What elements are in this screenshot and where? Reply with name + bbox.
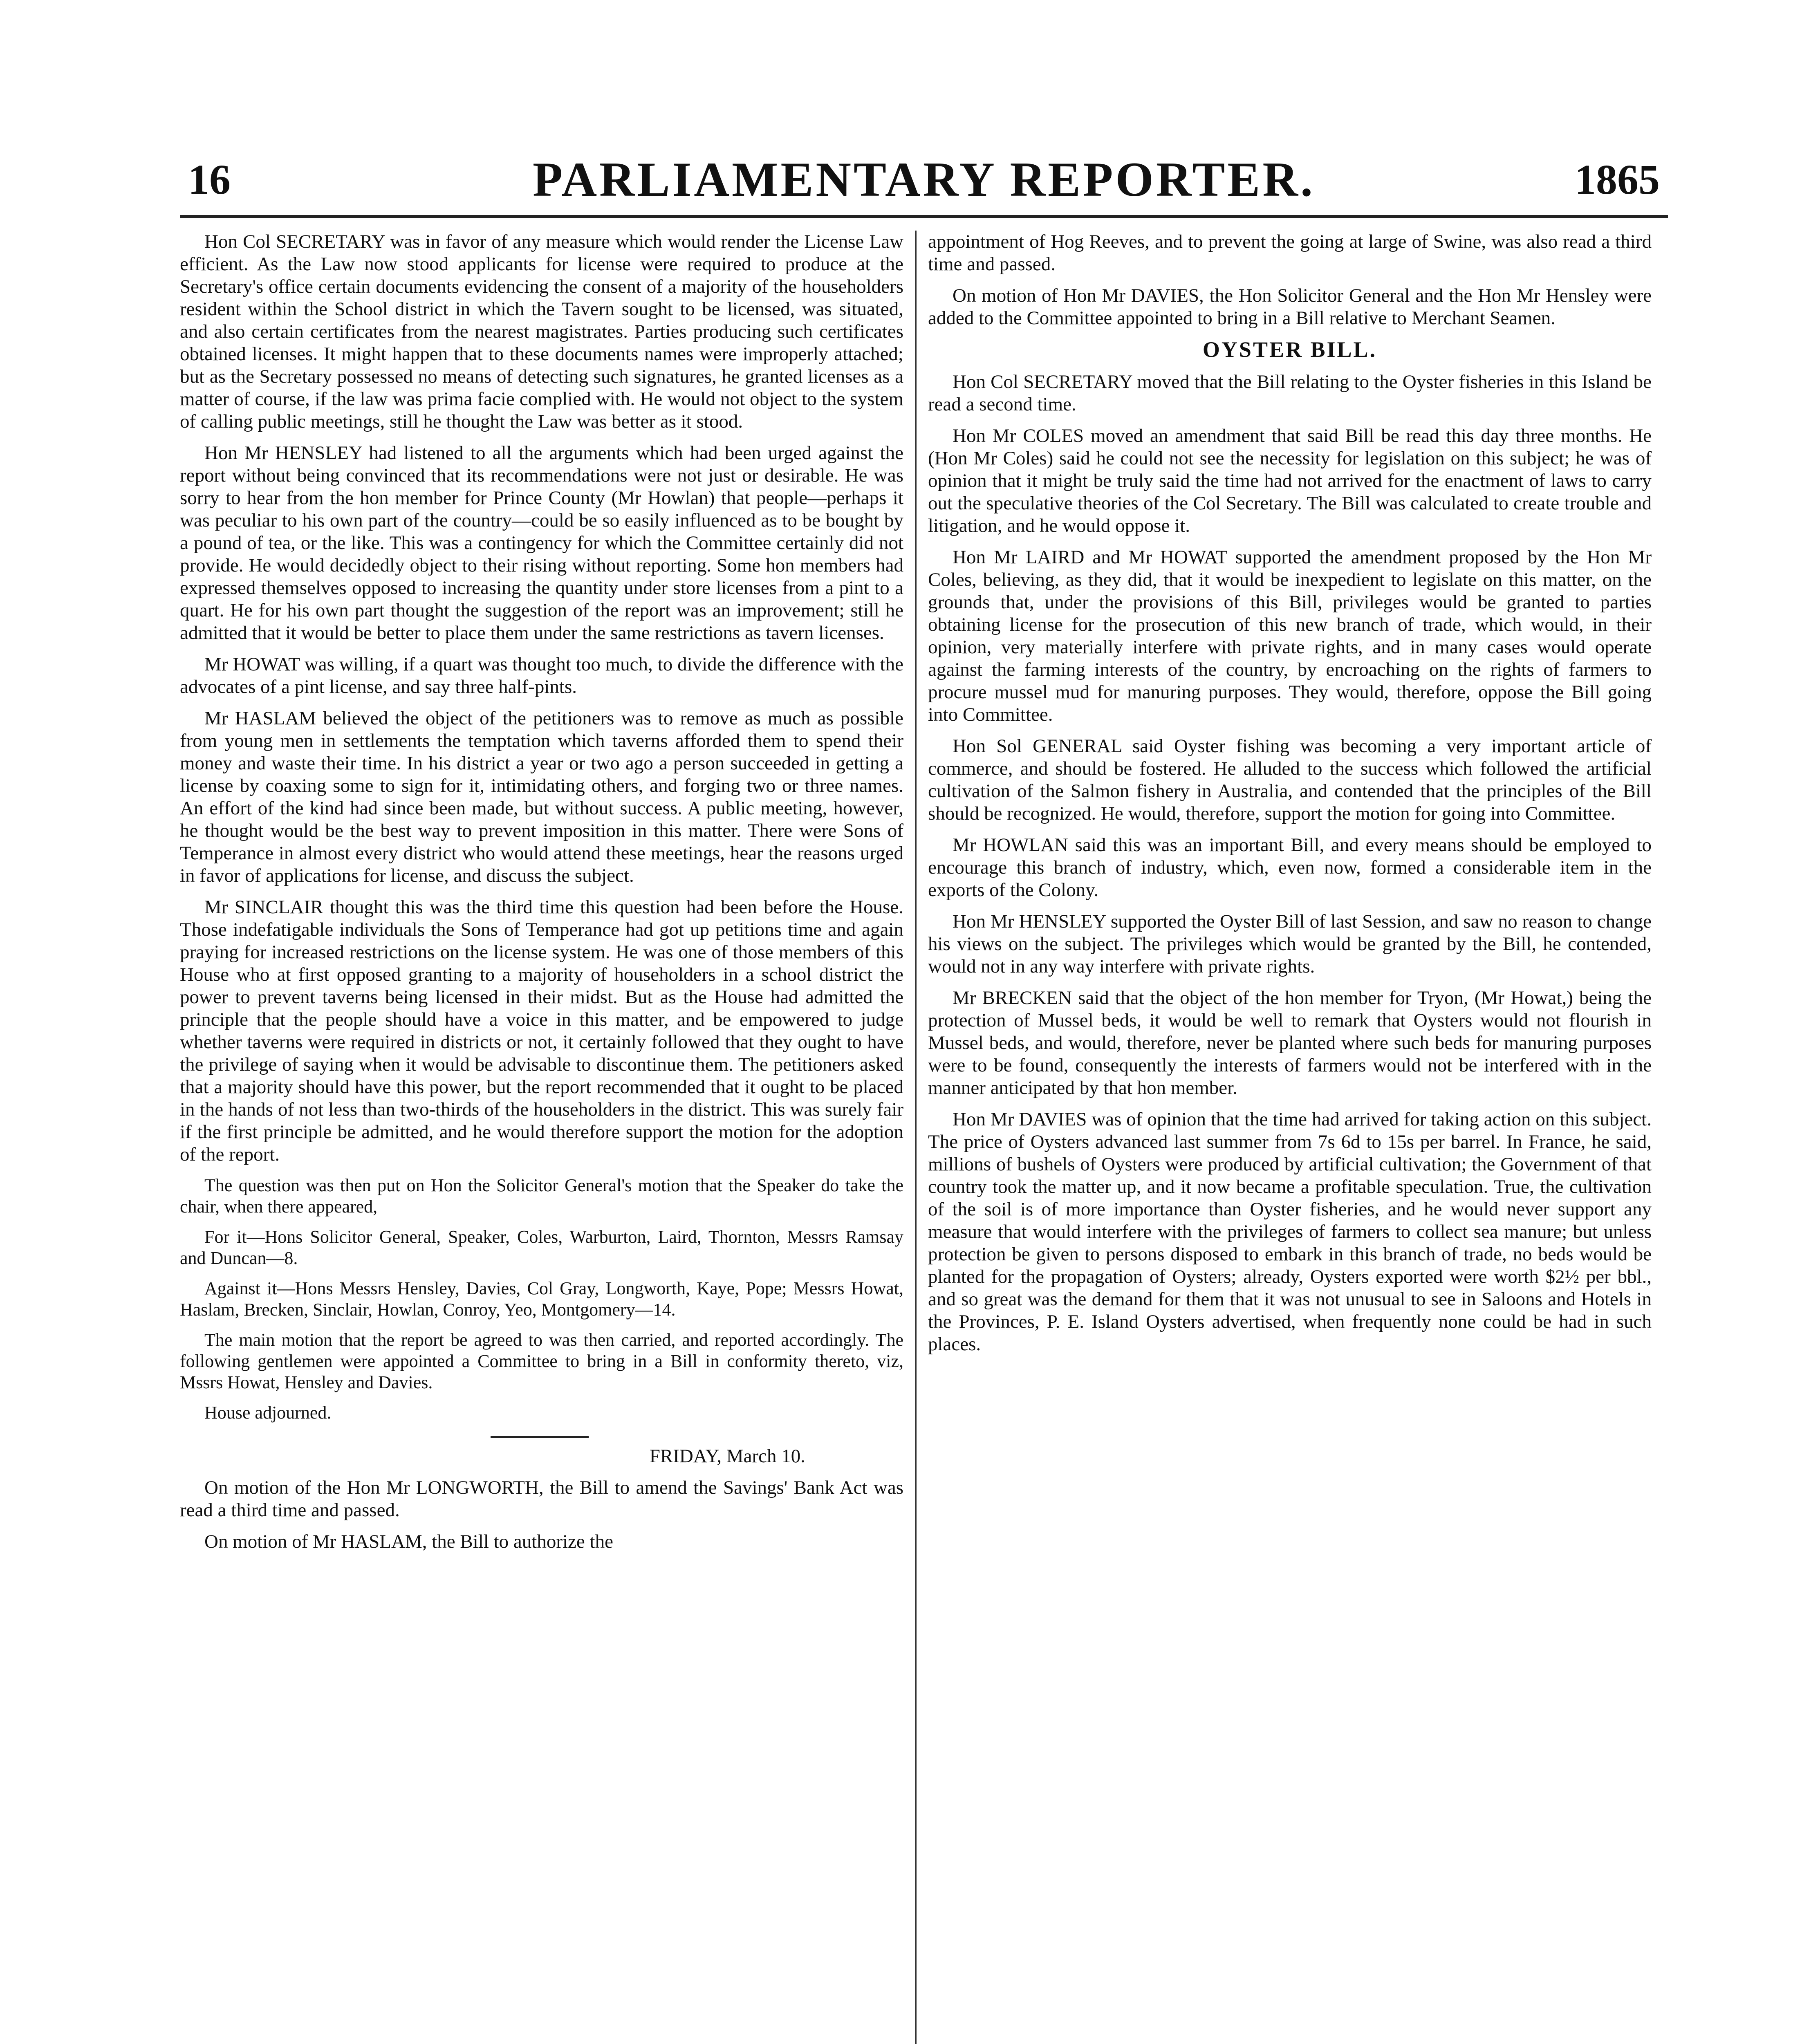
paragraph-main-motion: The main motion that the report be agreed to was then carried, and reported accordingly. The following gentlemen were appointed a Committee to bring in a Bill in conformity thereto, viz, Mssrs Howat, Hensley and Davies. — [180, 1330, 903, 1392]
date-line: FRIDAY, March 10. — [649, 1446, 805, 1467]
paragraph-sinclair: Mr SINCLAIR thought this was the third time this question had been before the House. Those indefatigable individuals the Sons of Temperance had got up petitions time and again praying for increased restrictions on the license system. He was one of those members of this House who at first opposed granting to a majority of householders in a school district the power to prevent taverns being licensed in their midst. But as the House had admitted the principle that the people should have a voice in this matter, and be empowered to judge whether taverns were required in districts or not, it certainly followed that they ought to have the privilege of saying when it would be advisable to discontinue them. The petitioners asked that a majority should have this power, but the report recommended that it ought to be placed in the hands of not less than two-thirds of the householders in the district. This was surely fair if the first principle be admitted, and he would therefore support the motion for the adoption of the report. — [180, 896, 903, 1165]
paragraph-laird-howat: Hon Mr LAIRD and Mr HOWAT supported the amendment proposed by the Hon Mr Coles, believing, as they did, that it would be inexpedient to legislate on this matter, on the grounds that, under the provisions of this Bill, privileges would be granted to parties obtaining license for the prosecution of this new branch of trade, which would, in their opinion, very materially interfere with private rights, and in many cases would operate against the farming interests of the country, by encroaching on the rights of farmers to procure mussel mud for manuring purposes. They would, therefore, oppose the Bill going into Committee. — [928, 547, 1652, 725]
paragraph-hog-reeves: appointment of Hog Reeves, and to prevent the going at large of Swine, was also read a third time and passed. — [928, 231, 1652, 275]
paragraph-col-secretary-moved: Hon Col SECRETARY moved that the Bill relating to the Oyster fisheries in this Island be read a second time. — [928, 371, 1652, 415]
paragraph-howlan: Mr HOWLAN said this was an important Bill, and every means should be employed to encourage this branch of industry, which, even now, formed a considerable item in the exports of the Colony. — [928, 834, 1652, 901]
paragraph-col-secretary: Hon Col SECRETARY was in favor of any measure which would render the License Law efficient. As the Law now stood applicants for license were required to produce at the Secretary's office certain documents evidencing the consent of a majority of the householders resident within the School district in which the Tavern sought to be licensed, was situated, and also certain certificates from the nearest magistrates. Parties producing such certificates obtained licenses. It might happen that to these documents names were improperly attached; but as the Secretary possessed no means of detecting such signatures, he granted licenses as a matter of course, if the law was prima facie complied with. He would not object to the system of calling public meetings, still he thought the Law was better as it stood. — [180, 231, 903, 432]
paragraph-davies-motion: On motion of Hon Mr DAVIES, the Hon Solicitor General and the Hon Mr Hensley were added to the Committee appointed to bring in a Bill relative to Merchant Seamen. — [928, 285, 1652, 329]
paragraph-haslam-motion: On motion of Mr HASLAM, the Bill to authorize the — [204, 1531, 613, 1552]
paragraph-hensley-oyster: Hon Mr HENSLEY supported the Oyster Bill of last Session, and saw no reason to change his views on the subject. The privileges which would be granted by the Bill, he contended, would not in any way interfere with private rights. — [928, 911, 1652, 977]
left-column — [180, 231, 903, 2044]
section-rule — [491, 1436, 589, 1438]
section-heading-oyster-bill: OYSTER BILL. — [1202, 337, 1377, 362]
paragraph-davies: Hon Mr DAVIES was of opinion that the time had arrived for taking action on this subject. The price of Oysters advanced last summer from 7s 6d to 15s per barrel. In France, he said, millions of bushels of Oysters were produced by artificial cultivation; the Government of that country took the matter up, and it now became a profitable speculation. True, the cultivation of the soil is of more importance than Oyster fisheries, and he would never support any measure that would interfere with the privileges of farmers to collect sea manure; but unless protection be given to persons disposed to embark in this branch of trade, no beds would be planted for the propagation of Oysters; already, Oysters exported were worth $2½ per bbl., and so great was the demand for them that it was not unusual to see in Saloons and Hotels in the Provinces, P. E. Island Oysters advertised, when frequently none could be had in such places. — [928, 1109, 1652, 1355]
paragraph-vote-against: Against it—Hons Messrs Hensley, Davies, Col Gray, Longworth, Kaye, Pope; Messrs Howat, Haslam, Brecken, Sinclair, Howlan, Conroy, Yeo, Montgomery—14. — [180, 1278, 903, 1320]
paragraph-brecken: Mr BRECKEN said that the object of the hon member for Tryon, (Mr Howat,) being the protection of Mussel beds, it would be well to remark that Oysters would not flourish in Mussel beds, and would, therefore, never be planted where such beds for manuring purposes were to be found, consequently the interests of farmers would not be interfered with in the manner anticipated by that hon member. — [928, 987, 1652, 1098]
page-year: 1865 — [1575, 156, 1660, 203]
paragraph-haslam: Mr HASLAM believed the object of the petitioners was to remove as much as possible from young men in settlements the temptation which taverns afforded them to spend their money and waste their time. In his district a year or two ago a person succeeded in getting a license by coaxing some to sign for it, intimidating others, and forging two or three names. An effort of the kind had since been made, but without success. A public meeting, however, he thought would be the best way to prevent imposition in this matter. There were Sons of Temperance in almost every district who would attend these meetings, hear the reasons urged in favor of applications for license, and discuss the subject. — [180, 708, 903, 886]
paragraph-longworth-motion: On motion of the Hon Mr LONGWORTH, the Bill to amend the Savings' Bank Act was read a third time and passed. — [180, 1477, 903, 1521]
paragraph-coles: Hon Mr COLES moved an amendment that said Bill be read this day three months. He (Hon Mr Coles) said he could not see the necessity for legislation on this subject; he was of opinion that it might be truly said the time had not arrived for the enactment of laws to carry out the speculative theories of the Col Secretary. The Bill was calculated to create trouble and litigation, and he would oppose it. — [928, 425, 1652, 536]
paragraph-house-adjourned: House adjourned. — [204, 1403, 332, 1423]
column-divider — [915, 231, 917, 2044]
columns — [180, 231, 1668, 2044]
header-rule — [180, 215, 1668, 218]
paragraph-hensley: Hon Mr HENSLEY had listened to all the arguments which had been urged against the report without being convinced that its recommendations were not just or desirable. He was sorry to hear from the hon member for Prince County (Mr Howlan) that people—perhaps it was peculiar to his own part of the country—could be so easily influenced as to be bought by a pound of tea, or the like. This was a contingency for which the Committee certainly did not provide. He would decidedly object to their rising without reporting. Some hon members had expressed themselves opposed to increasing the quantity under store licenses from a pint to a quart. He for his own part thought the suggestion of the report was an improvement; still he admitted that it would be better to place them under the same restrictions as tavern licenses. — [180, 442, 903, 643]
right-column — [928, 231, 1652, 2044]
masthead — [180, 151, 1668, 213]
paragraph-question: The question was then put on Hon the Solicitor General's motion that the Speaker do take the chair, when there appeared, — [180, 1175, 903, 1217]
page-number: 16 — [188, 156, 231, 203]
paragraph-howat: Mr HOWAT was willing, if a quart was thought too much, to divide the difference with the advocates of a pint license, and say three half-pints. — [180, 654, 903, 697]
paragraph-vote-for: For it—Hons Solicitor General, Speaker, Coles, Warburton, Laird, Thornton, Messrs Ramsay and Duncan—8. — [180, 1227, 903, 1268]
page-title: PARLIAMENTARY REPORTER. — [532, 152, 1316, 206]
paragraph-sol-general: Hon Sol GENERAL said Oyster fishing was becoming a very important article of commerce, and should be fostered. He alluded to the success which followed the artificial cultivation of the Salmon fishery in Australia, and contended that the principles of the Bill should be recognized. He would, therefore, support the motion for going into Committee. — [928, 735, 1652, 824]
newspaper-page — [180, 151, 1668, 2044]
